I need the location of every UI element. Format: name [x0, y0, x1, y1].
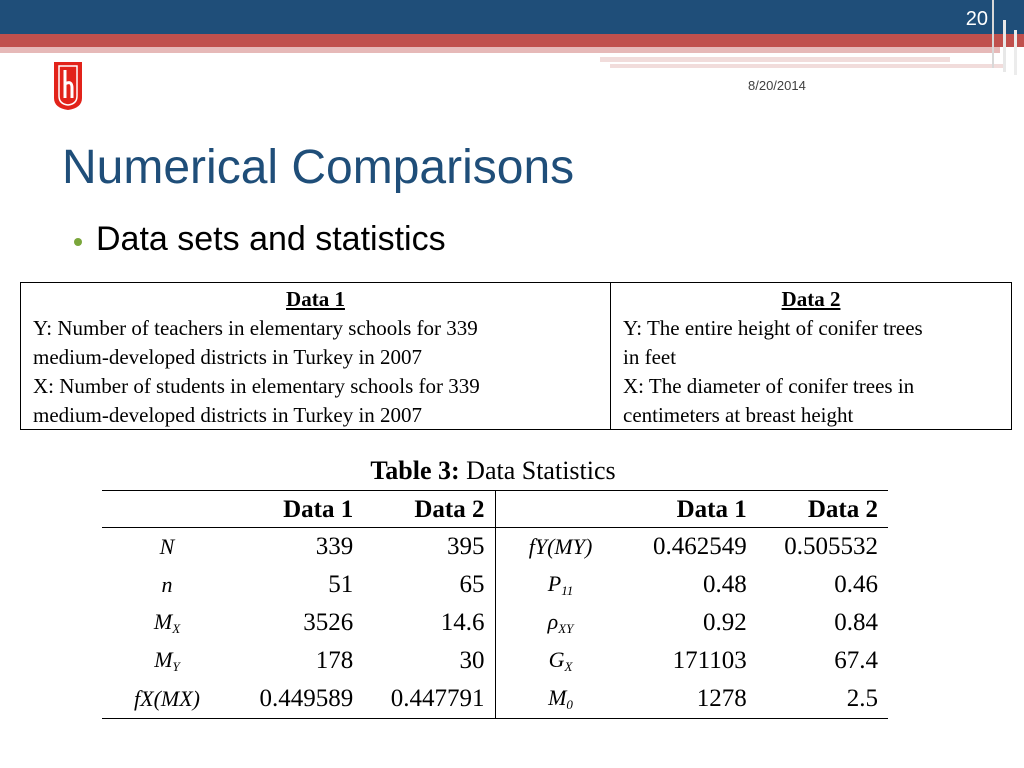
header-band-light [600, 57, 950, 62]
symbol-cell [102, 642, 232, 680]
symbol-text: ρ [547, 609, 559, 634]
stats-table-caption [100, 456, 886, 486]
symbol-cell [102, 680, 232, 719]
symbol-text: M [154, 647, 173, 672]
symbol-subscript: X [172, 621, 181, 636]
symbol-cell [495, 680, 626, 719]
header-corner-line [992, 0, 994, 68]
symbol-cell [102, 528, 232, 567]
symbol-cell [102, 566, 232, 604]
value-cell: 0.84 [834, 609, 878, 636]
value-cell: 1278 [626, 680, 757, 719]
data-2-heading: Data 2 [781, 287, 841, 311]
symbol-cell [495, 566, 626, 604]
header-band-pink [0, 47, 1000, 53]
value-cell: 395 [363, 528, 495, 567]
data-2-line: X: The diameter of conifer trees in [623, 374, 915, 398]
stats-table [102, 490, 888, 719]
value-cell: 0.449589 [232, 680, 363, 719]
symbol-subscript: X [564, 659, 573, 674]
symbol-cell [102, 604, 232, 642]
value-cell: 0.46 [834, 571, 878, 598]
value-cell: 65 [363, 566, 495, 604]
bullet-item [74, 220, 446, 259]
value-cell: 0.48 [702, 571, 747, 598]
value-cell: 0.92 [702, 609, 747, 636]
symbol-text: fY(MY) [528, 534, 593, 559]
symbol-text: n [161, 572, 173, 597]
data-2-line: Y: The entire height of conifer trees [623, 316, 923, 340]
symbol-text: P [547, 571, 562, 596]
header-cell: Data 1 [626, 491, 757, 528]
data-1-description [21, 283, 611, 429]
value-cell: 67.4 [834, 647, 878, 674]
header-cell: Data 1 [232, 491, 363, 528]
symbol-subscript: XY [558, 621, 574, 636]
header-cell: Data 2 [757, 491, 888, 528]
page-title: Numerical Comparisons [62, 141, 575, 194]
bullet-dot-icon [74, 238, 82, 246]
value-cell: 0.462549 [652, 533, 747, 560]
header-corner-line-3 [1014, 30, 1017, 75]
caption-text: Data Statistics [459, 456, 616, 485]
symbol-subscript: 11 [561, 583, 574, 598]
header-band-red [0, 34, 1024, 47]
caption-bold: Table 3: [370, 456, 460, 485]
stats-header-row [102, 491, 888, 528]
value-cell: 339 [315, 533, 354, 560]
symbol-subscript: Y [172, 659, 180, 674]
value-cell: 30 [363, 642, 495, 680]
symbol-cell [495, 528, 626, 567]
value-cell: 51 [328, 571, 354, 598]
header-cell: Data 2 [363, 491, 495, 528]
symbol-cell [495, 604, 626, 642]
data-1-heading: Data 1 [286, 287, 345, 311]
header-corner-line-2 [1003, 20, 1006, 72]
header-band-blue [0, 0, 1024, 34]
symbol-text: fX(MX) [134, 686, 200, 711]
university-logo-icon [50, 58, 86, 112]
table-row [102, 680, 888, 719]
symbol-text: G [548, 647, 565, 672]
table-row [102, 604, 888, 642]
symbol-text: N [159, 534, 175, 559]
symbol-cell [495, 642, 626, 680]
slide-date: 8/20/2014 [748, 78, 806, 93]
value-cell: 178 [315, 647, 354, 674]
table-row [102, 566, 888, 604]
stats-table-body [102, 528, 888, 719]
data-1-line: medium-developed districts in Turkey in 2007 [33, 403, 423, 427]
table-row [102, 528, 888, 567]
slide-number: 20 [965, 8, 988, 30]
data-description-table [20, 282, 1012, 430]
bullet-text: Data sets and statistics [96, 220, 446, 258]
value-cell: 3526 [303, 609, 354, 636]
data-2-line: centimeters at breast height [623, 403, 854, 427]
symbol-subscript: 0 [566, 697, 573, 712]
table-row [102, 642, 888, 680]
data-1-line: X: Number of students in elementary schools for 339 [33, 374, 480, 398]
header-cell [495, 491, 626, 528]
value-cell: 0.505532 [784, 533, 878, 560]
header-band-light-2 [610, 64, 1006, 68]
data-1-line: medium-developed districts in Turkey in 2007 [33, 345, 423, 369]
value-cell: 0.447791 [363, 680, 495, 719]
symbol-text: M [153, 609, 173, 634]
data-2-description [611, 283, 1011, 429]
value-cell: 2.5 [757, 680, 888, 719]
value-cell: 171103 [672, 647, 747, 674]
data-1-line: Y: Number of teachers in elementary schools for 339 [33, 316, 478, 340]
header-cell [102, 491, 232, 528]
value-cell: 14.6 [363, 604, 495, 642]
data-2-line: in feet [623, 345, 677, 369]
symbol-text: M [548, 685, 567, 710]
